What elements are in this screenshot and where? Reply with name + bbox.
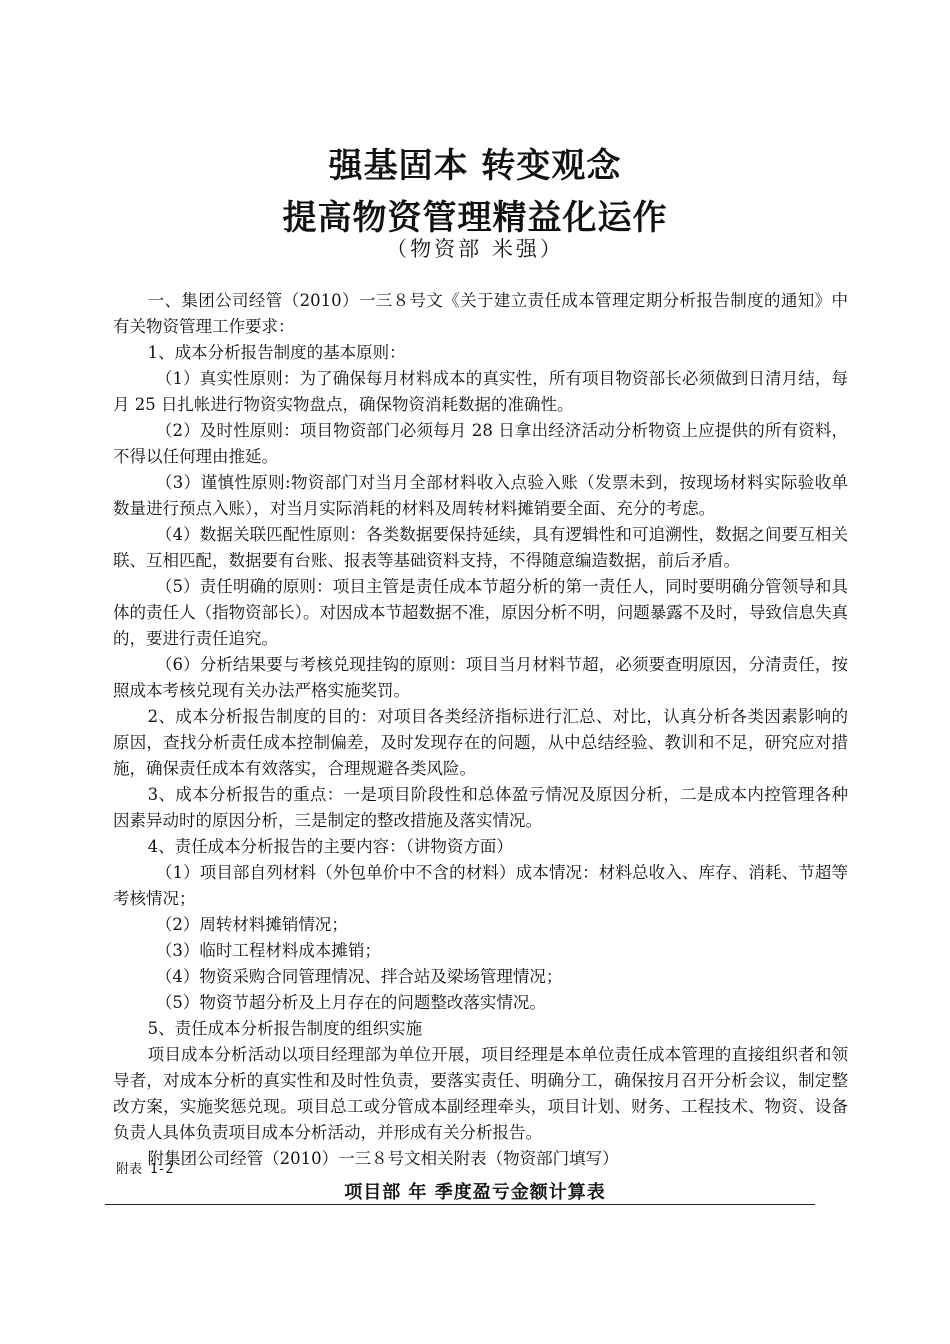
paragraph: （2）及时性原则：项目物资部门必须每月 28 日拿出经济活动分析物资上应提供的所有资料，不得以任何理由推延。 [113, 421, 848, 466]
paragraph: （5）责任明确的原则：项目主管是责任成本节超分析的第一责任人，同时要明确分管领导和具体的责任人（指物资部长）。对因成本节超数据不准，原因分析不明，问题暴露不及时，导致信息失真的，要进行责任追究。 [113, 577, 848, 648]
paragraph: （1）真实性原则：为了确保每月材料成本的真实性，所有项目物资部长必须做到日清月结，每月 25 日扎帐进行物资实物盘点，确保物资消耗数据的准确性。 [113, 369, 848, 414]
paragraph: （3）谨慎性原则:物资部门对当月全部材料收入点验入账（发票未到，按现场材料实际验收单数量进行预点入账），对当月实际消耗的材料及周转材料摊销要全面、充分的考虑。 [113, 473, 848, 518]
paragraph: （4）数据关联匹配性原则：各类数据要保持延续，具有逻辑性和可追溯性，数据之间要互相关联、互相匹配，数据要有台账、报表等基础资料支持，不得随意编造数据，前后矛盾。 [113, 525, 848, 570]
paragraph: 1、成本分析报告制度的基本原则： [147, 343, 406, 362]
paragraph: （3）临时工程材料成本摊销； [155, 941, 381, 960]
table-top-rule [105, 1204, 815, 1205]
document-title-line-2: 提高物资管理精益化运作 [282, 198, 668, 238]
table-title: 项目部 年 季度盈亏金额计算表 [344, 1182, 606, 1203]
paragraph: 5、责任成本分析报告制度的组织实施 [147, 1019, 423, 1038]
paragraph: 2、成本分析报告制度的目的：对项目各类经济指标进行汇总、对比，认真分析各类因素影响的原因，查找分析责任成本控制偏差，及时发现存在的问题，从中总结经验、教训和不足，研究应对措施，确保责任成本有效落实，合理规避各类风险。 [113, 707, 848, 778]
paragraph: （4）物资采购合同管理情况、拌合站及梁场管理情况； [155, 967, 563, 986]
paragraph: 项目成本分析活动以项目经理部为单位开展，项目经理是本单位责任成本管理的直接组织者和领导者，对成本分析的真实性和及时性负责，要落实责任、明确分工，确保按月召开分析会议，制定整改方案，实施奖惩兑现。项目总工或分管成本副经理牵头，项目计划、财务、工程技术、物资、设备负责人具体负责项目成本分析活动，并形成有关分析报告。 [113, 1045, 848, 1142]
paragraph: 一、集团公司经管（2010）一三８号文《关于建立责任成本管理定期分析报告制度的通知》中有关物资管理工作要求： [113, 291, 848, 336]
document-body [113, 288, 848, 1172]
paragraph: （2）周转材料摊销情况； [155, 915, 348, 934]
paragraph: （6）分析结果要与考核兑现挂钩的原则：项目当月材料节超，必须要查明原因，分清责任，按照成本考核兑现有关办法严格实施奖罚。 [113, 655, 848, 700]
paragraph: 附集团公司经管（2010）一三８号文相关附表（物资部门填写） [147, 1149, 619, 1168]
paragraph: （1）项目部自列材料（外包单价中不含的材料）成本情况：材料总收入、库存、消耗、节超等考核情况； [113, 863, 848, 908]
paragraph: 3、成本分析报告的重点：一是项目阶段性和总体盈亏情况及原因分析，二是成本内控管理各种因素异动时的原因分析，三是制定的整改措施及落实情况。 [113, 785, 848, 830]
author-line: （物资部 米强） [386, 237, 564, 261]
attachment-label: 附表 1-2 [116, 1162, 174, 1177]
paragraph: 4、责任成本分析报告的主要内容：（讲物资方面） [147, 837, 513, 856]
document-title-line-1: 强基固本 转变观念 [328, 146, 622, 186]
paragraph: （5）物资节超分析及上月存在的问题整改落实情况。 [155, 993, 546, 1012]
